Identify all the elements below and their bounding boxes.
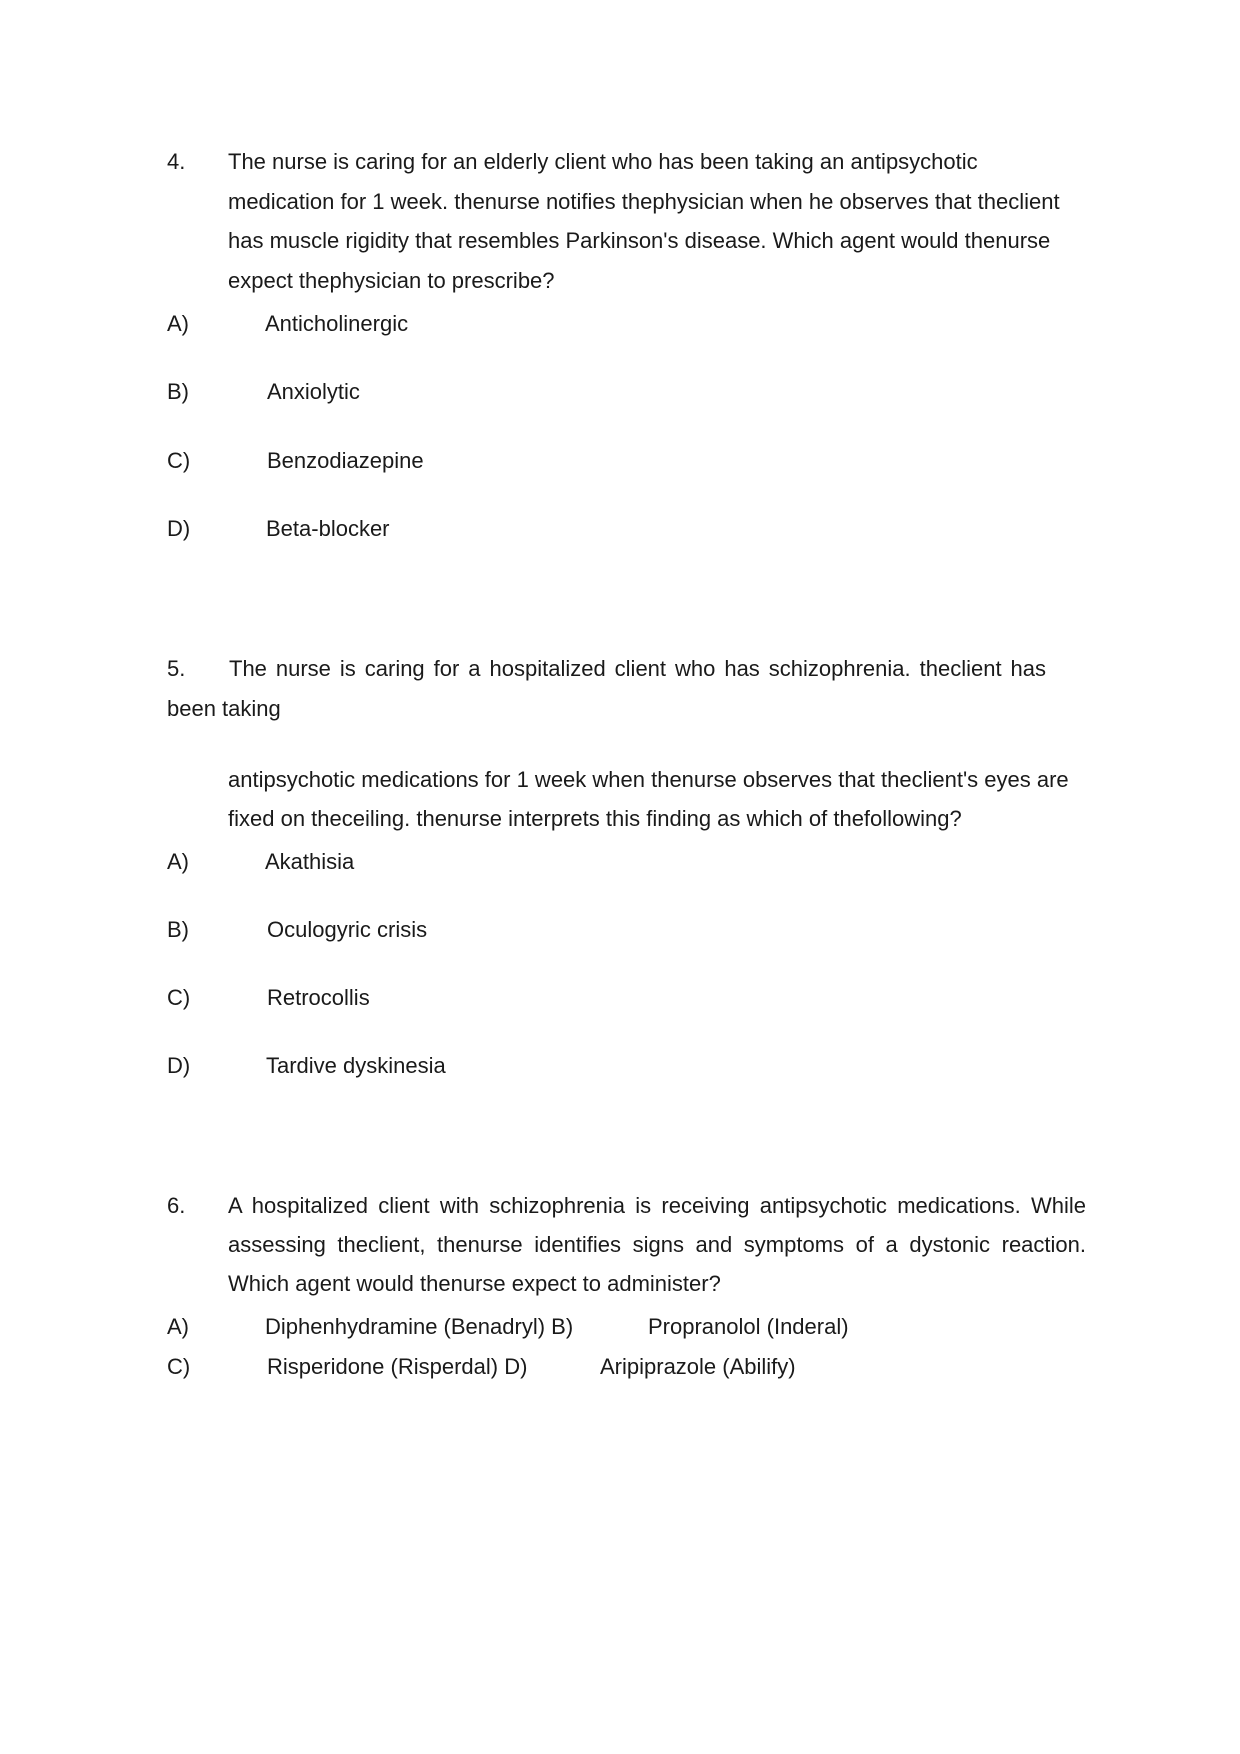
option-letter: D) — [167, 1053, 191, 1078]
option-letter: D) — [167, 516, 191, 541]
option-text: Risperidone (Risperdal) D) — [267, 1354, 528, 1379]
question-stem-line: Which agent would thenurse expect to administer? — [228, 1271, 721, 1296]
question-stem-line: A hospitalized client with schizophrenia is receiving antipsychotic medications. While — [228, 1193, 1086, 1218]
question-number: 4. — [167, 149, 186, 174]
question-stem-line: The nurse is caring for a hospitalized client who has schizophrenia. theclient has — [229, 656, 1046, 681]
option-text: Diphenhydramine (Benadryl) B) — [265, 1314, 574, 1339]
question-stem-line: antipsychotic medications for 1 week when thenurse observes that theclient's eyes are — [228, 767, 1069, 792]
option-text: Tardive dyskinesia — [266, 1053, 446, 1078]
option-letter: A) — [167, 1314, 189, 1339]
option-letter: B) — [167, 379, 189, 404]
question-number: 5. — [167, 656, 186, 681]
question-stem-line: The nurse is caring for an elderly client who has been taking an antipsychotic — [228, 149, 978, 174]
question-stem-line: been taking — [167, 696, 281, 721]
question-stem-line: medication for 1 week. thenurse notifies thephysician when he observes that theclient — [228, 189, 1060, 214]
option-letter: A) — [167, 849, 189, 874]
question-stem-line: expect thephysician to prescribe? — [228, 268, 555, 293]
question-stem-line: assessing theclient, thenurse identifies signs and symptoms of a dystonic reaction. — [228, 1232, 1086, 1257]
option-letter: C) — [167, 985, 191, 1010]
option-letter: A) — [167, 311, 189, 336]
option-text: Akathisia — [265, 849, 355, 874]
option-text: Anticholinergic — [265, 311, 409, 336]
option-letter: C) — [167, 1354, 191, 1379]
option-text: Anxiolytic — [267, 379, 360, 404]
option-text: Oculogyric crisis — [267, 917, 428, 942]
question-number: 6. — [167, 1193, 186, 1218]
question-stem-line: fixed on theceiling. thenurse interprets this finding as which of thefollowing? — [228, 806, 962, 831]
option-text: Beta-blocker — [266, 516, 390, 541]
option-text: Propranolol (Inderal) — [648, 1314, 849, 1339]
option-letter: B) — [167, 917, 189, 942]
option-text: Aripiprazole (Abilify) — [600, 1354, 796, 1379]
option-text: Benzodiazepine — [267, 448, 424, 473]
option-text: Retrocollis — [267, 985, 370, 1010]
option-letter: C) — [167, 448, 191, 473]
question-stem-line: has muscle rigidity that resembles Parkinson's disease. Which agent would thenurse — [228, 228, 1051, 253]
